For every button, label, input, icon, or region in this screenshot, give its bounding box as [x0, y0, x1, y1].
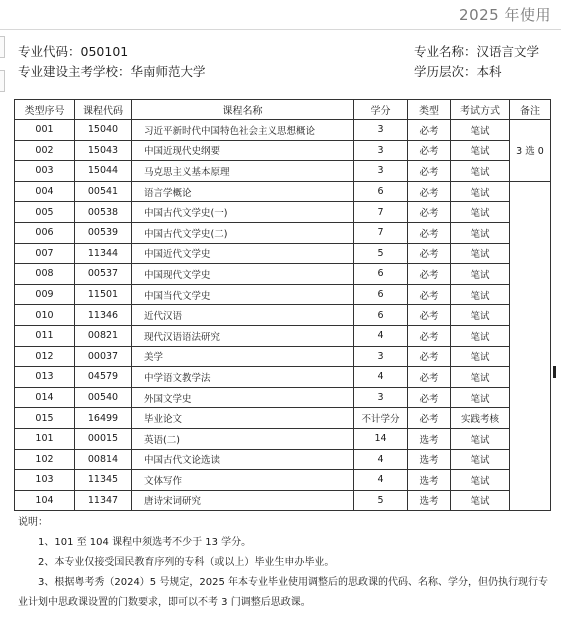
cell-exam-method: 笔试 [451, 387, 510, 408]
cell-seq: 015 [15, 408, 75, 429]
table-row [15, 428, 551, 449]
margin-marker-top [0, 36, 5, 58]
cell-course-name: 中国古代文学史(二) [132, 222, 354, 243]
cell-exam-method: 笔试 [451, 284, 510, 305]
cell-credits: 3 [354, 387, 408, 408]
cell-course-name: 中国现代文学史 [132, 264, 354, 285]
table-row [15, 181, 551, 202]
cell-code: 00814 [75, 449, 132, 470]
cell-seq: 009 [15, 284, 75, 305]
cell-type: 选考 [408, 470, 451, 491]
header-credits: 学分 [354, 100, 408, 120]
cell-exam-method: 笔试 [451, 181, 510, 202]
table-row [15, 408, 551, 429]
cell-type: 选考 [408, 428, 451, 449]
cell-seq: 001 [15, 120, 75, 141]
cell-type: 必考 [408, 140, 451, 161]
cell-seq: 011 [15, 325, 75, 346]
cell-code: 11345 [75, 470, 132, 491]
table-row [15, 305, 551, 326]
cell-seq: 002 [15, 140, 75, 161]
cell-credits: 4 [354, 470, 408, 491]
cell-exam-method: 笔试 [451, 346, 510, 367]
table-row [15, 202, 551, 223]
cell-course-name: 美学 [132, 346, 354, 367]
major-name-line [414, 42, 539, 60]
cell-code: 04579 [75, 367, 132, 388]
cell-type: 必考 [408, 202, 451, 223]
cell-exam-method: 笔试 [451, 222, 510, 243]
cell-seq: 008 [15, 264, 75, 285]
cell-type: 必考 [408, 120, 451, 141]
header-divider [0, 29, 561, 30]
cell-exam-method: 笔试 [451, 120, 510, 141]
header-type: 类型 [408, 100, 451, 120]
cell-credits: 6 [354, 264, 408, 285]
cell-exam-method: 笔试 [451, 490, 510, 511]
cell-course-name: 中国当代文学史 [132, 284, 354, 305]
cell-exam-method: 笔试 [451, 202, 510, 223]
header-exam-method: 考试方式 [451, 100, 510, 120]
cell-code: 00537 [75, 264, 132, 285]
cell-seq: 101 [15, 428, 75, 449]
cell-type: 必考 [408, 222, 451, 243]
cell-seq: 104 [15, 490, 75, 511]
cell-code: 00541 [75, 181, 132, 202]
cell-type: 选考 [408, 490, 451, 511]
header-code: 课程代码 [75, 100, 132, 120]
cell-course-name: 中学语文教学法 [132, 367, 354, 388]
cell-exam-method: 笔试 [451, 470, 510, 491]
cell-type: 选考 [408, 449, 451, 470]
cell-type: 必考 [408, 161, 451, 182]
cell-course-name: 中国古代文学史(一) [132, 202, 354, 223]
level-label: 学历层次： [414, 64, 477, 79]
cell-exam-method: 笔试 [451, 264, 510, 285]
cell-seq: 102 [15, 449, 75, 470]
cell-exam-method: 实践考核 [451, 408, 510, 429]
header-remarks: 备注 [510, 100, 551, 120]
table-header-row [15, 100, 551, 120]
cell-exam-method: 笔试 [451, 449, 510, 470]
cell-course-name: 中国古代文论选读 [132, 449, 354, 470]
table-row [15, 243, 551, 264]
cell-exam-method: 笔试 [451, 243, 510, 264]
cell-type: 必考 [408, 387, 451, 408]
cell-course-name: 语言学概论 [132, 181, 354, 202]
level-value: 本科 [476, 64, 502, 79]
cell-type: 必考 [408, 367, 451, 388]
table-row [15, 346, 551, 367]
cell-type: 必考 [408, 264, 451, 285]
cell-course-name: 习近平新时代中国特色社会主义思想概论 [132, 120, 354, 141]
cell-code: 00821 [75, 325, 132, 346]
header-seq: 类型序号 [15, 100, 75, 120]
cell-credits: 14 [354, 428, 408, 449]
cell-seq: 012 [15, 346, 75, 367]
cell-seq: 007 [15, 243, 75, 264]
cell-credits: 4 [354, 449, 408, 470]
cell-course-name: 英语(二) [132, 428, 354, 449]
cell-code: 00015 [75, 428, 132, 449]
level-line [414, 62, 502, 80]
major-name-value: 汉语言文学 [476, 44, 540, 59]
cell-type: 必考 [408, 305, 451, 326]
cell-course-name: 马克思主义基本原理 [132, 161, 354, 182]
year-header: 2025 年使用 [459, 6, 551, 24]
cell-credits: 7 [354, 202, 408, 223]
cell-remarks-empty [510, 181, 551, 511]
table-row [15, 120, 551, 141]
cell-seq: 103 [15, 470, 75, 491]
cell-exam-method: 笔试 [451, 367, 510, 388]
school-label: 专业建设主考学校： [18, 64, 131, 79]
cell-code: 15044 [75, 161, 132, 182]
table-row [15, 222, 551, 243]
cell-credits: 3 [354, 161, 408, 182]
cell-seq: 010 [15, 305, 75, 326]
note-item-3: 3、根据粤考秀（2024）5 号规定，2025 年本专业毕业使用调整后的思政课的代码、名称、学分，但仍执行现行专业计划中思政课设置的门数要求，即可以不考 3 门调整后思政课。 [18, 577, 548, 608]
cell-type: 必考 [408, 284, 451, 305]
cell-seq: 003 [15, 161, 75, 182]
table-row [15, 284, 551, 305]
cell-code: 16499 [75, 408, 132, 429]
cell-code: 00037 [75, 346, 132, 367]
cell-exam-method: 笔试 [451, 325, 510, 346]
cell-credits: 6 [354, 305, 408, 326]
table-row [15, 325, 551, 346]
cell-code: 15043 [75, 140, 132, 161]
cell-code: 00539 [75, 222, 132, 243]
cell-code: 00538 [75, 202, 132, 223]
cell-course-name: 现代汉语语法研究 [132, 325, 354, 346]
note-item-2: 2、本专业仅接受国民教育序列的专科（或以上）毕业生申办毕业。 [38, 557, 335, 568]
major-code-value: 050101 [80, 44, 129, 59]
table-row [15, 140, 551, 161]
cell-exam-method: 笔试 [451, 161, 510, 182]
cell-type: 必考 [408, 325, 451, 346]
school-line [18, 62, 206, 80]
major-code-line [18, 42, 128, 60]
cell-credits: 3 [354, 140, 408, 161]
cell-seq: 004 [15, 181, 75, 202]
cell-code: 11346 [75, 305, 132, 326]
margin-marker-bottom [0, 70, 5, 92]
cell-seq: 005 [15, 202, 75, 223]
cell-code: 11501 [75, 284, 132, 305]
cell-course-name: 近代汉语 [132, 305, 354, 326]
table-row [15, 470, 551, 491]
table-row [15, 264, 551, 285]
cell-course-name: 唐诗宋词研究 [132, 490, 354, 511]
table-row [15, 161, 551, 182]
cell-exam-method: 笔试 [451, 305, 510, 326]
cell-type: 必考 [408, 408, 451, 429]
cell-type: 必考 [408, 181, 451, 202]
cell-seq: 006 [15, 222, 75, 243]
cell-code: 11347 [75, 490, 132, 511]
cell-exam-method: 笔试 [451, 140, 510, 161]
cell-credits: 不计学分 [354, 408, 408, 429]
cell-credits: 4 [354, 325, 408, 346]
cell-credits: 6 [354, 181, 408, 202]
school-value: 华南师范大学 [130, 64, 206, 79]
cell-credits: 3 [354, 120, 408, 141]
cell-credits: 4 [354, 367, 408, 388]
cell-seq: 013 [15, 367, 75, 388]
major-code-label: 专业代码： [18, 44, 81, 59]
cell-credits: 3 [354, 346, 408, 367]
cell-type: 必考 [408, 346, 451, 367]
cell-code: 15040 [75, 120, 132, 141]
cell-course-name: 文体写作 [132, 470, 354, 491]
note-item-1: 1、101 至 104 课程中须选考不少于 13 学分。 [38, 537, 252, 548]
table-row [15, 387, 551, 408]
cell-credits: 5 [354, 243, 408, 264]
course-table [14, 99, 551, 511]
cell-credits: 5 [354, 490, 408, 511]
cell-exam-method: 笔试 [451, 428, 510, 449]
page-edge-mark [553, 366, 556, 378]
cell-remarks-politics: 3 选 0 [510, 120, 551, 182]
major-name-label: 专业名称： [414, 44, 477, 59]
cell-course-name: 外国文学史 [132, 387, 354, 408]
cell-credits: 7 [354, 222, 408, 243]
cell-code: 11344 [75, 243, 132, 264]
notes-section [18, 513, 548, 613]
cell-course-name: 中国近代文学史 [132, 243, 354, 264]
cell-course-name: 中国近现代史纲要 [132, 140, 354, 161]
cell-course-name: 毕业论文 [132, 408, 354, 429]
cell-credits: 6 [354, 284, 408, 305]
header-course-name: 课程名称 [132, 100, 354, 120]
cell-seq: 014 [15, 387, 75, 408]
cell-type: 必考 [408, 243, 451, 264]
table-row [15, 367, 551, 388]
notes-title: 说明： [18, 517, 48, 528]
table-row [15, 490, 551, 511]
table-row [15, 449, 551, 470]
cell-code: 00540 [75, 387, 132, 408]
